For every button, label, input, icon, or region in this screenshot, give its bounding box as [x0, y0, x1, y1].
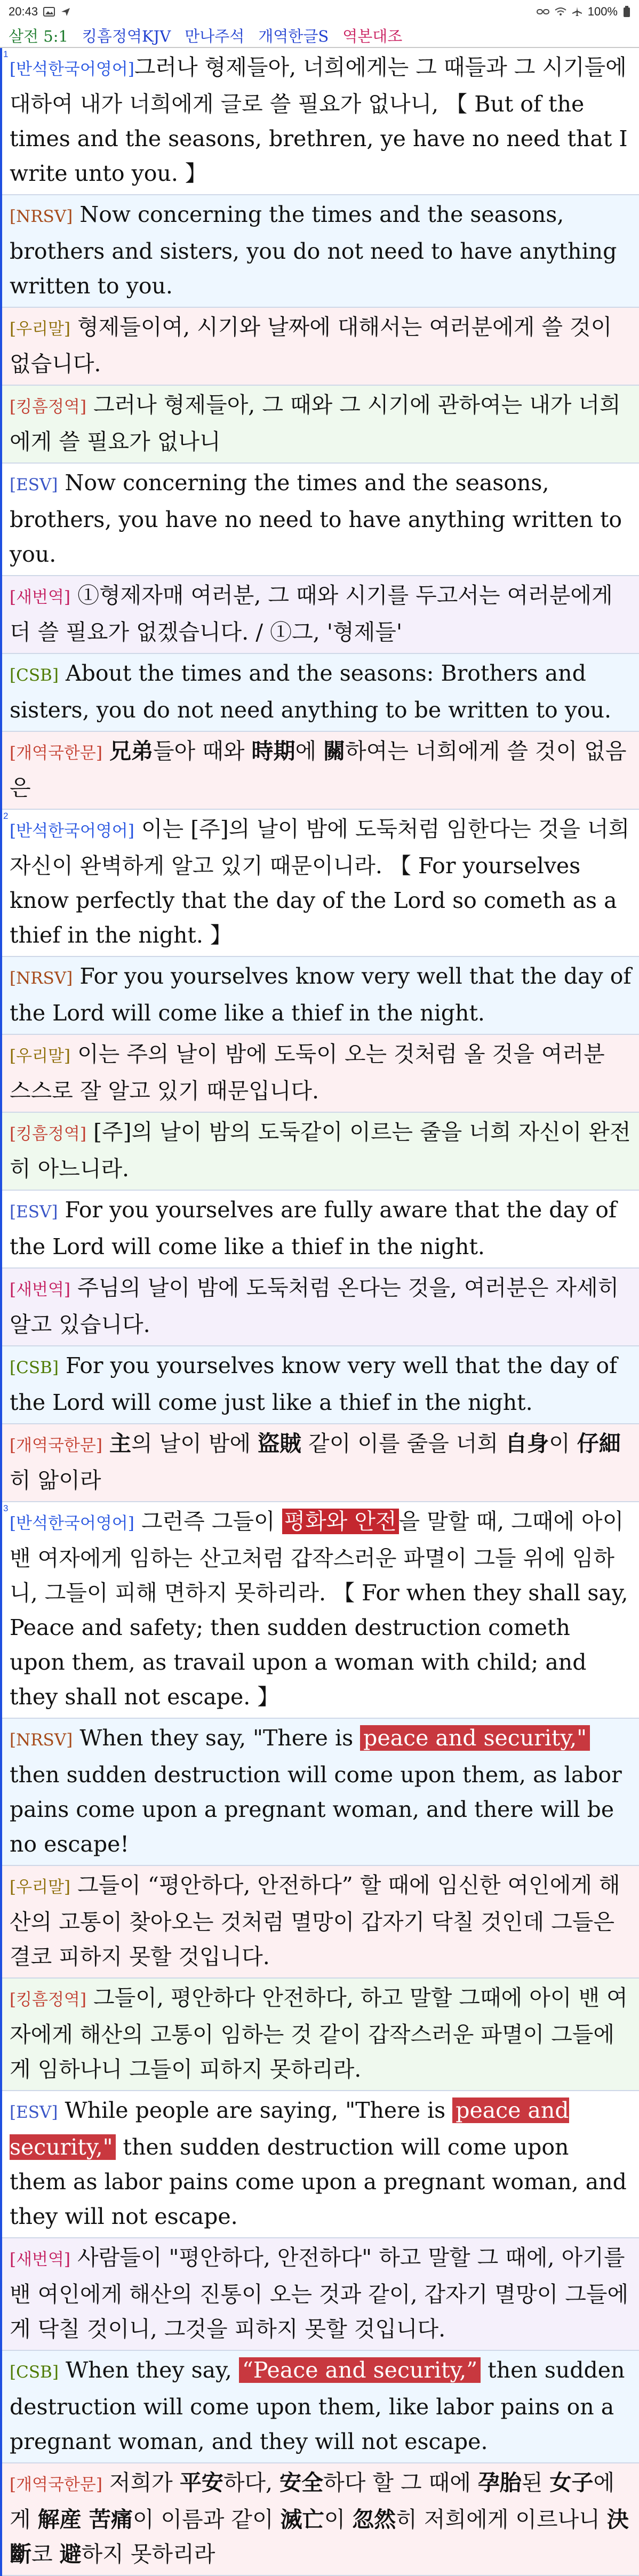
- verse-text: For you yourselves are fully aware that the day of the Lord will come like a thief in the night.: [10, 1197, 617, 1259]
- translation-tag: [킹흠정역]: [10, 1124, 86, 1144]
- translation-row[interactable]: [2, 2091, 639, 2238]
- hanja-word: 仔細: [577, 1431, 621, 1456]
- hanja-word: 滅亡: [280, 2507, 324, 2532]
- translation-tag: [반석한국어영어]: [10, 822, 134, 841]
- tab-current-verse[interactable]: 살전 5:1: [9, 27, 68, 45]
- verse-text: 이: [549, 1431, 577, 1456]
- verse-text: 같이 이를 줄을 너희: [301, 1431, 506, 1456]
- translation-row[interactable]: [2, 1113, 639, 1191]
- translation-tag: [ESV]: [10, 1202, 58, 1222]
- verse-text: [주]의 날이 밤의 도둑같이 이르는 줄을 너희 자신이 완전히 아느니라.: [10, 1119, 631, 1182]
- translation-tag: [새번역]: [10, 2250, 71, 2269]
- verse-text: 이: [324, 2507, 353, 2532]
- verse-text: 들아 때와: [153, 738, 252, 764]
- verse-text: 된: [521, 2470, 550, 2495]
- tab-korean-s[interactable]: 개역한글S: [258, 27, 329, 45]
- verse-text: 주님의 날이 밤에 도둑처럼 온다는 것을, 여러분은 자세히 알고 있습니다.: [10, 1275, 619, 1337]
- highlighted-text[interactable]: peace and security,": [10, 2098, 569, 2160]
- translation-row[interactable]: [2, 1191, 639, 1269]
- battery-icon: [623, 6, 630, 18]
- translation-row[interactable]: [2, 1719, 639, 1866]
- verse-text: 에: [295, 738, 324, 764]
- translation-row[interactable]: [2, 654, 639, 732]
- translation-tag: [개역국한문]: [10, 1436, 102, 1455]
- hanja-word: 決斷: [10, 2507, 629, 2567]
- hanja-word: 忽然: [352, 2507, 396, 2532]
- hanja-word: 時期: [251, 738, 295, 764]
- translation-tag: [NRSV]: [10, 207, 73, 226]
- verse-text: 에게: [10, 2470, 615, 2532]
- translation-tag: [CSB]: [10, 1358, 59, 1377]
- highlighted-text[interactable]: peace and security,": [360, 1725, 590, 1751]
- verse-text: 히 저희에게 이르나니: [396, 2507, 607, 2532]
- hanja-word: 避: [59, 2541, 82, 2567]
- verse-text: About the times and the seasons: Brothers and sisters, you do not need anything to be written to you.: [10, 660, 612, 723]
- verse-3: [0, 1502, 639, 2576]
- verse-text: then sudden destruction will come upon them, as labor pains come upon a pregnant woman, and there will be no escape!: [10, 1762, 622, 1857]
- wifi-icon: [555, 7, 566, 17]
- translation-row[interactable]: [2, 2351, 639, 2463]
- verse-list: [0, 48, 639, 2576]
- translation-row[interactable]: [2, 1866, 639, 1979]
- clock: 20:43: [9, 5, 38, 18]
- hanja-word: 孕胎: [477, 2470, 522, 2495]
- translation-row[interactable]: [2, 464, 639, 576]
- translation-tag: [NRSV]: [10, 969, 73, 988]
- translation-row[interactable]: [2, 576, 639, 654]
- verse-text: For you yourselves know very well that the day of the Lord will come just like a thief in the night.: [10, 1353, 618, 1415]
- tab-kjv[interactable]: 킹흠정역KJV: [82, 27, 171, 45]
- hanja-word: 女子: [549, 2470, 594, 2495]
- verse-text: 그들이 “평안하다, 안전하다” 할 때에 임신한 여인에게 해산의 고통이 찾아오는 것처럼 멸망이 갑자기 닥칠 것인데 그들은 결코 피하지 못할 것입니다.: [10, 1872, 620, 1969]
- translation-tag: [새번역]: [10, 1280, 71, 1299]
- translation-tag: [ESV]: [10, 2103, 58, 2122]
- translation-tag: [CSB]: [10, 2363, 59, 2382]
- highlighted-text[interactable]: “Peace and security,”: [239, 2357, 481, 2383]
- highlighted-text[interactable]: 평화와 안전: [282, 1509, 399, 1534]
- tab-compare[interactable]: 역본대조: [342, 27, 403, 45]
- verse-text: While people are saying, "There is: [65, 2098, 453, 2123]
- translation-row[interactable]: [2, 957, 639, 1035]
- translation-tag: [CSB]: [10, 666, 59, 685]
- verse-number: 1: [3, 49, 9, 59]
- verse-text: 그러나 형제들아, 너희에게는 그 때들과 그 시기들에 대하여 내가 너희에게 글로 쓸 필요가 없나니, 【 But of the times and the seasons, brethren, ye have no need that I write unto you. 】: [10, 54, 628, 186]
- translation-tag: [킹흠정역]: [10, 397, 86, 417]
- translation-row[interactable]: [2, 2463, 639, 2576]
- verse-text: 코: [31, 2541, 60, 2567]
- hanja-word: 盜賊: [258, 1431, 302, 1456]
- translation-tag: [킹흠정역]: [10, 1990, 86, 2009]
- verse-text: 사람들이 "평안하다, 안전하다" 하고 말할 그 때에, 아기를 밴 여인에게 해산의 진통이 오는 것과 같이, 갑자기 멸망이 그들에게 닥칠 것이니, 그것을 피하지 못할 것입니다.: [10, 2245, 629, 2342]
- verse-2: [0, 810, 639, 1502]
- verse-text: 히 앎이라: [10, 1468, 101, 1493]
- translation-row[interactable]: [2, 732, 639, 810]
- tab-manna-commentary[interactable]: 만나주석: [185, 27, 245, 45]
- image-icon: [43, 6, 55, 17]
- verse-text: 의 날이 밤에: [131, 1431, 258, 1456]
- translation-row[interactable]: [2, 1424, 639, 1502]
- hanja-word: 關: [323, 738, 346, 764]
- translation-tag: [반석한국어영어]: [10, 60, 134, 79]
- verse-text: When they say, "There is: [79, 1725, 361, 1751]
- airplane-icon: [572, 6, 582, 17]
- translation-row[interactable]: [2, 2238, 639, 2351]
- verse-text: then sudden destruction will come upon them, like labor pains on a pregnant woman, and they will not escape.: [10, 2357, 625, 2454]
- translation-row[interactable]: [2, 810, 639, 957]
- translation-tag: [우리말]: [10, 1047, 71, 1066]
- verse-text: 그들이, 평안하다 안전하다, 하고 말할 그때에 아이 밴 여자에게 해산의 고통이 임하는 것 같이 갑작스러운 파멸이 그들에게 임하나니 그들이 피하지 못하리라.: [10, 1985, 628, 2082]
- verse-text: 그런즉 그들이: [141, 1509, 282, 1534]
- translation-row[interactable]: [2, 308, 639, 386]
- verse-text: 하지 못하리라: [81, 2541, 215, 2567]
- verse-text: 하다,: [223, 2470, 280, 2495]
- verse-text: 저희가: [109, 2470, 180, 2495]
- translation-tag: [우리말]: [10, 320, 71, 339]
- verse-text: 이는 [주]의 날이 밤에 도둑처럼 임한다는 것을 너희 자신이 완벽하게 알고 있기 때문이니라. 【 For yourselves know perfectly that the day of the Lord so cometh as a thief in the night. 】: [10, 816, 630, 948]
- verse-text: When they say,: [65, 2357, 239, 2383]
- translation-tag: [반석한국어영어]: [10, 1514, 134, 1533]
- translation-tag: [개역국한문]: [10, 744, 102, 763]
- verse-text: 이 이름과 같이: [132, 2507, 281, 2532]
- translation-row[interactable]: [2, 48, 639, 195]
- translation-row[interactable]: [2, 1035, 639, 1113]
- verse-text: 형제들이여, 시기와 날짜에 대해서는 여러분에게 쓸 것이 없습니다.: [10, 314, 612, 377]
- hanja-word: 平安: [179, 2470, 223, 2495]
- translation-tag: [개역국한문]: [10, 2475, 102, 2494]
- hanja-word: 解産 苦痛: [37, 2507, 133, 2532]
- translation-row[interactable]: [2, 1269, 639, 1346]
- verse-number: 2: [3, 811, 9, 821]
- translation-row[interactable]: [2, 386, 639, 464]
- verse-text: For you yourselves know very well that the day of the Lord will come like a thief in the night.: [10, 963, 632, 1026]
- verse-text: 하여는 너희에게 쓸 것이 없음은: [10, 738, 627, 801]
- verse-1: [0, 48, 639, 810]
- translation-row[interactable]: [2, 1979, 639, 2091]
- status-right: [537, 5, 630, 19]
- verse-text: 이는 주의 날이 밤에 도둑이 오는 것처럼 올 것을 여러분 스스로 잘 알고 있기 때문입니다.: [10, 1041, 605, 1104]
- translation-row[interactable]: [2, 1346, 639, 1424]
- verse-text: Now concerning the times and the seasons, brothers and sisters, you do not need to have anything written to you.: [10, 202, 617, 299]
- tab-bar: [0, 23, 639, 48]
- hanja-word: 兄弟: [109, 738, 153, 764]
- translation-row[interactable]: [2, 1502, 639, 1719]
- translation-tag: [우리말]: [10, 1878, 71, 1897]
- verse-text: 그러나 형제들아, 그 때와 그 시기에 관하여는 내가 너희에게 쓸 필요가 없나니: [10, 392, 621, 454]
- hanja-word: 安全: [279, 2470, 324, 2495]
- translation-tag: [NRSV]: [10, 1730, 73, 1750]
- translation-tag: [ESV]: [10, 475, 58, 495]
- status-bar: [0, 0, 639, 23]
- verse-text: 을 말할 때, 그때에 아이 밴 여자에게 임하는 산고처럼 갑작스러운 파멸이 그들 위에 임하니, 그들이 피해 면하지 못하리라. 【 For when they shall say, Peace and safety; then sudden destruction cometh upon them, as travail upon a woman with child; and they shall not escape. 】: [10, 1509, 628, 1710]
- hanja-word: 主: [109, 1431, 131, 1456]
- verse-text: Now concerning the times and the seasons, brothers, you have no need to have anything written to you.: [10, 470, 622, 567]
- translation-row[interactable]: [2, 195, 639, 308]
- send-icon: [60, 6, 71, 17]
- battery-level: 100%: [587, 5, 618, 18]
- verse-text: then sudden destruction will come upon them as labor pains come upon a pregnant woman, and they will not escape.: [10, 2134, 627, 2229]
- verse-number: 3: [3, 1503, 9, 1513]
- hanja-word: 自身: [505, 1431, 549, 1456]
- verse-text: ①형제자매 여러분, 그 때와 시기를 두고서는 여러분에게 더 쓸 필요가 없겠습니다. / ①그, '형제들': [10, 583, 613, 645]
- link-icon: [537, 8, 549, 15]
- translation-tag: [새번역]: [10, 588, 71, 607]
- status-left: [9, 5, 71, 19]
- verse-text: 하다 할 그 때에: [323, 2470, 478, 2495]
